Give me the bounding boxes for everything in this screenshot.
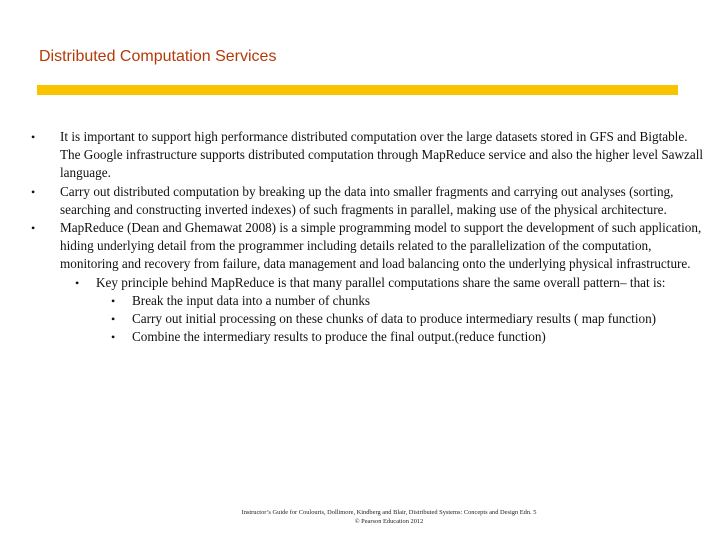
bullet-text: It is important to support high performance distributed computation over the large datasets stored in GFS and Bigtable. The Google infrastructure supports distributed computation through MapReduce service and also the higher level Sawzall language.: [60, 129, 704, 181]
sub-sub-bullet-item: [28, 310, 704, 328]
footer-citation: Instructor’s Guide for Coulouris, Dollimore, Kindberg and Blair, Distributed Systems: Concepts and Design Edn. 5: [241, 509, 537, 516]
bullet-icon: •: [31, 221, 36, 236]
bullet-item: [28, 128, 704, 183]
sub-sub-bullet-text: Combine the intermediary results to produce the final output.(reduce function): [132, 329, 546, 345]
bullet-icon: •: [111, 312, 116, 327]
sub-sub-bullet-item: [28, 328, 704, 346]
sub-sub-bullet-text: Break the input data into a number of chunks: [132, 292, 371, 308]
bullet-icon: •: [111, 293, 116, 308]
sub-bullet-text: Key principle behind MapReduce is that many parallel computations share the same overall pattern– that is:: [96, 274, 666, 290]
sub-sub-bullet-text: Carry out initial processing on these chunks of data to produce intermediary results ( map function): [132, 311, 657, 327]
title-underline-bar: [37, 85, 678, 95]
sub-bullet-item: [28, 274, 704, 292]
bullet-text: Carry out distributed computation by breaking up the data into smaller fragments and carrying out analyses (sorting, searching and constructing inverted indexes) of such fragments in parallel, making use of the physical architecture.: [60, 183, 674, 217]
bullet-icon: •: [31, 130, 36, 144]
bullet-item: [28, 183, 704, 219]
bullet-icon: •: [31, 184, 36, 199]
slide-body: [28, 128, 704, 346]
bullet-icon: •: [111, 330, 116, 345]
bullet-icon: •: [75, 275, 80, 290]
slide-title: Distributed Computation Services: [39, 48, 277, 65]
slide-footer: [204, 508, 574, 526]
bullet-item: [28, 219, 704, 274]
sub-sub-bullet-item: [28, 292, 704, 310]
footer-copyright: © Pearson Education 2012: [354, 518, 424, 525]
bullet-text: MapReduce (Dean and Ghemawat 2008) is a simple programming model to support the development of such application, hiding underlying detail from the programmer including details related to the parallelization of the computation, monitoring and recovery from failure, data management and load balancing onto the underlying physical infrastructure.: [60, 220, 702, 272]
